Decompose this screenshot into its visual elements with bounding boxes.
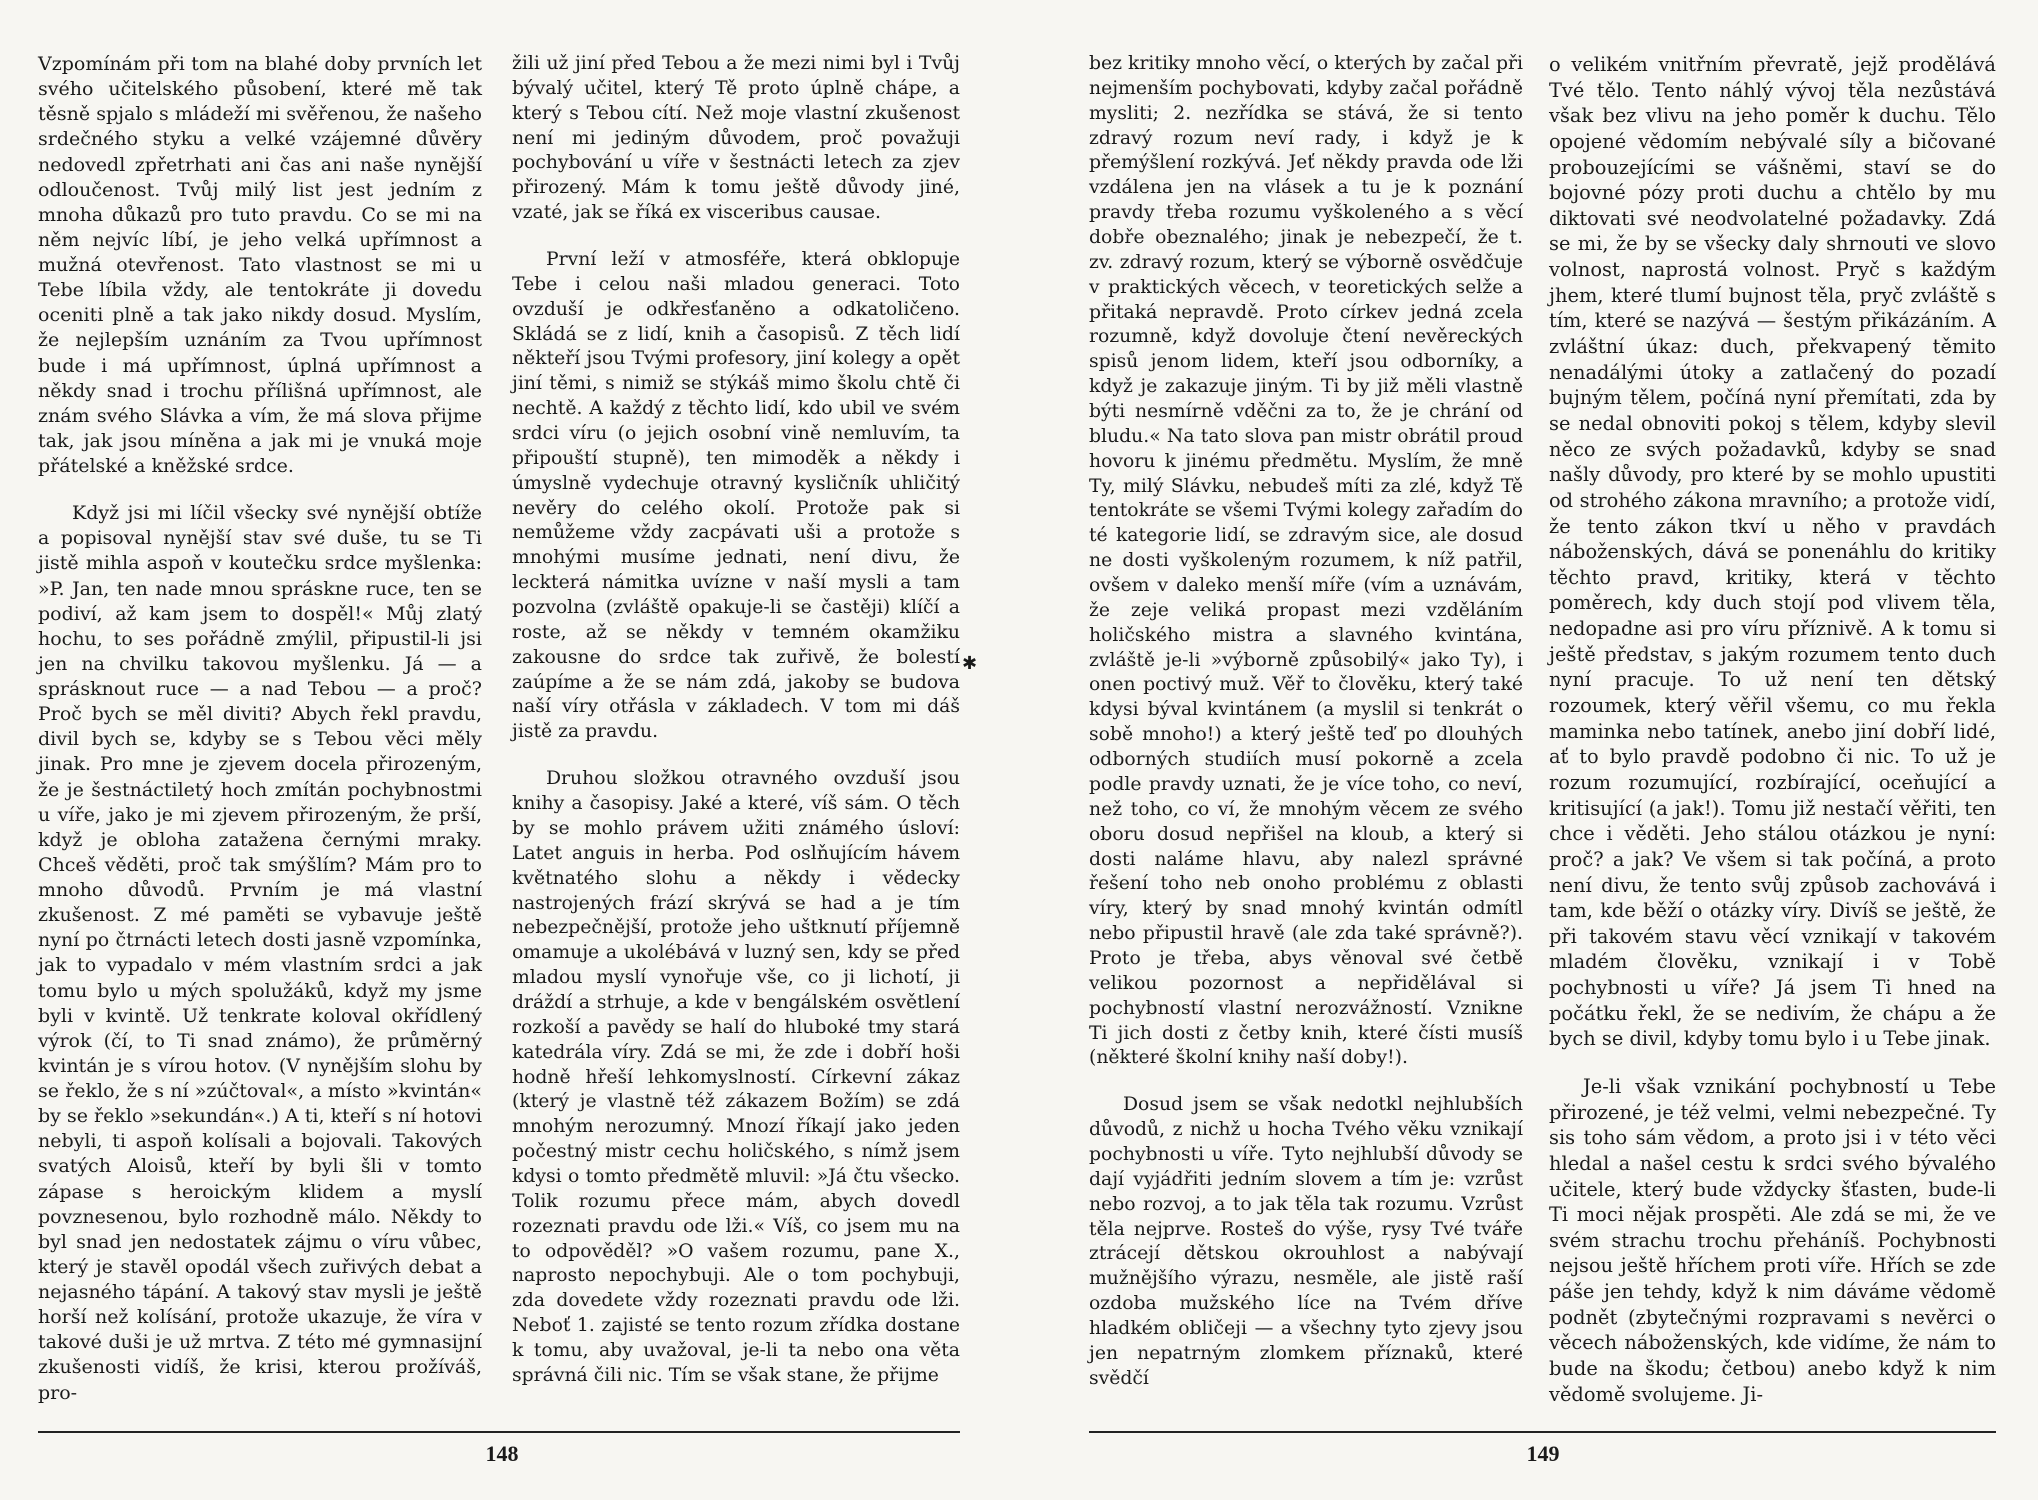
right-page xyxy=(1019,0,2038,1500)
ink-mark-icon: ✱ xyxy=(962,653,978,674)
left-column-1 xyxy=(38,52,482,1406)
paragraph: První leží v atmosféře, která obklopuje Tebe i celou naši mladou generaci. Toto ovzduší je odkřesťaněno a odkatoličeno. Skládá se z lidí, knih a časopisů. Z těch lidí někteří jsou Tvými profesory, jiní kolegy a opět jiní těmi, s nimiž se stýkáš mimo školu chtě či nechtě. A každý z těchto lidí, kdo ubil ve svém srdci víru (o jejich osobní vině nemluvím, ta připouští stupně), ten mimoděk a někdy i úmyslně vydechuje otravný kysličník uhličitý nevěry do celého okolí. Protože pak si nemůžeme vždy zacpávati uši a protože s mnohými musíme jednati, není divu, že leckterá námitka uvízne v naší mysli a tam pozvolna (zvláště opakuje-li se častěji) klíčí a roste, až se někdy v temném okamžiku zakousne do srdce tak zuřivě, že bolestí zaúpíme a že se nám zdá, jakoby se budova naší víry otřásla v základech. V tom mi dáš jistě za pravdu. xyxy=(512,249,960,743)
paragraph: o velikém vnitřním převratě, jejž prodělává Tvé tělo. Tento náhlý vývoj těla nezůstává však bez vlivu na jeho poměr k duchu. Tělo opojené vědomím nebývalé síly a bičované probouzejícími se vášněmi, staví se do bojovné pózy proti duchu a chtělo by mu diktovati své neodvolatelné požadavky. Zdá se mi, že by se všecky daly shrnouti ve slovo volnost, naprostá volnost. Pryč s každým jhem, které tlumí bujnost těla, pryč zvláště s tím, které se nazývá — šestým přikázáním. A zvláštní úkaz: duch, překvapený těmito nenadálými útoky a zatlačený do pozadí bujným tělem, počíná nyní přemítati, zda by se nedal obnoviti pokoj s tělem, kdyby slevil něco ze svých požadavků, kdyby se snad našly důvody, pro které by se mohlo upustiti od strohého zákona mravního; a protože vidí, že tento zákon tkví u něho v pravdách náboženských, dává se ponenáhlu do kritiky těchto pravd, kritiky, která v těchto poměrech, kdy duch stojí pod vlivem těla, nedopadne asi pro víru příznivě. A k tomu si ještě představ, s jakým rozumem tento duch nyní pracuje. To už není ten dětský rozoumek, který věřil všemu, co mu řekla maminka nebo tatínek, anebo jiní dobří lidé, ať to bylo pravdě podobno či nic. To už je rozum rozumující, rozbírající, oceňující a kritisující (a jak!). Tomu již nestačí věřiti, ten chce i věděti. Jeho stálou otázkou je nyní: proč? a jak? Ve všem si tak počíná, a proto není divu, že tento svůj způsob zachovává i tam, kde běží o otázky víry. Divíš se ještě, že při takovém stavu věcí vznikají v takovém mladém člověku, vznikají i v Tobě pochybnosti u víře? Já jsem Ti hned na počátku řekl, že se nedivím, že chápu a že bych se divil, kdyby tomu bylo i u Tebe jinak. xyxy=(1549,53,1996,1051)
footer-rule xyxy=(1089,1431,1996,1433)
paragraph: Dosud jsem se však nedotkl nejhlubších důvodů, z nichž u hocha Tvého věku vznikají pochybnosti u víře. Tyto nejhlubší důvody se dají vyjádřiti jedním slovem a tím je: vzrůst nebo rozvoj, a to jak těla tak rozumu. Vzrůst těla nejprve. Rosteš do výše, rysy Tvé tváře ztrácejí dětskou okrouhlost a nabývají mužnějšího výrazu, nesměle, ale jistě raší ozdoba mužského líce na Tvém dříve hladkém obličeji — a všechny tyto zjevy jsou jen nepatrným zlomkem příznaků, které svědčí xyxy=(1089,1094,1523,1389)
paragraph: Když jsi mi líčil všecky své nynější obtíže a popisoval nynější stav své duše, tu se Ti jistě mihla aspoň v koutečku srdce myšlenka: »P. Jan, ten nade mnou spráskne ruce, ten se podiví, až kam jsem to dospěl!« Můj zlatý hochu, to ses pořádně zmýlil, připustil-li jsi jen na chvilku takovou myšlenku. Já — a sprásknout ruce — a nad Tebou — a proč? Proč bych se měl diviti? Abych řekl pravdu, divil bych se, kdyby se s Tebou věci měly jinak. Pro mne je zjevem docela přirozeným, že je šestnáctiletý hoch zmítán pochybnostmi u víře, jako je mi zjevem přirozeným, že prší, když je obloha zatažena černými mraky. Chceš věděti, proč tak smýšlím? Mám pro to mnoho důvodů. Prvním je má vlastní zkušenost. Z mé paměti se vybavuje ještě nyní po čtrnácti letech dosti jasně vzpomínka, jak to vypadalo v mém vlastním srdci a jak tomu bylo u mých spolužáků, když my jsme byli v kvintě. Už tenkrate koloval okřídlený výrok (čí, to Ti snad známo), že průměrný kvintán je s vírou hotov. (V nynějším slohu by se řeklo, že s ní »zúčtoval«, a místo »kvintán« by se řeklo »sekundán«.) A ti, kteří s ní hotovi nebyli, ti aspoň kolísali a bojovali. Takových svatých Aloisů, kteří by byli šli v tomto zápase s heroickým klidem a myslí povznesenou, bylo rozhodně málo. Někdy to byl snad jen nedostatek zájmu o víru vůbec, který je stavěl opodál všech zuřivých debat a nejasného tápání. A takový stav mysli je ještě horší než kolísání, protože ukazuje, že víra v takové duši je už mrtva. Z této mé gymnasijní zkušenosti vidíš, že krisi, kterou prožíváš, pro- xyxy=(38,502,482,1404)
right-column-1 xyxy=(1089,52,1523,1392)
left-column-2 xyxy=(512,52,960,1389)
paragraph: žili už jiní před Tebou a že mezi nimi byl i Tvůj bývalý učitel, který Tě proto úplně chápe, a který s Tebou cítí. Než moje vlastní zkušenost není mi jediným důvodem, proč považuji pochybování u víře v šestnácti letech za zjev přirozený. Mám k tomu ještě důvody jiné, vzaté, jak se říká ex visceribus causae. xyxy=(512,53,960,224)
footer-rule xyxy=(38,1431,960,1433)
paragraph: Je-li však vznikání pochybností u Tebe přirozené, je též velmi, velmi nebezpečné. Ty sis toho sám vědom, a proto jsi i v této věci hledal a našel cestu k srdci svého bývalého učitele, který bude vždycky šťasten, bude-li Ti moci nějak prospěti. Ale zdá se mi, že ve svém strachu trochu přeháníš. Pochybnosti nejsou ještě hříchem proti víře. Hřích se zde páše jen tehdy, když k nim dáváme vědomě podnět (zbytečnými rozpravami s nevěrci o věcech náboženských, kde vidíme, že nám to bude na škodu; četbou) anebo když k nim vědomě svolujeme. Ji- xyxy=(1549,1074,1996,1406)
page-number: 149 xyxy=(1526,1441,1560,1466)
paragraph: Druhou složkou otravného ovzduší jsou knihy a časopisy. Jaké a které, víš sám. O těch by se mohlo právem užiti známého úsloví: Latet anguis in herba. Pod oslňujícím hávem květnatého slohu a někdy i vědecky nastrojených frází skrývá se had a je tím nebezpečnější, protože jeho uštknutí příjemně omamuje a ukolébává v luzný sen, kdy se před mladou myslí vynořuje vše, co ji lichotí, ji dráždí a strhuje, a kde v bengálském osvětlení rozkoší a pavědy se halí do hluboké tmy stará katedrála víry. Zdá se mi, že zde i dobří hoši hodně hřeší lehkomyslností. Církevní zákaz (který je vlastně též zákazem Božím) se zdá mnohým nerozumný. Mnozí říkají jako jeden počestný mistr cechu holičského, s nímž jsem kdysi o tomto předmětě mluvil: »Já čtu všecko. Tolik rozumu přece mám, abych dovedl rozeznati pravdu ode lži.« Víš, co jsem mu na to odpověděl? »O vašem rozumu, pane X., naprosto nepochybuji. Ale o tom pochybuji, zda dovedete vždy rozeznati pravdu ode lži. Neboť 1. zajisté se tento rozum zřídka dostane k tomu, aby uvažoval, je-li ta nebo ona věta správná čili nic. Tím se však stane, že přijme xyxy=(512,768,960,1386)
paragraph: bez kritiky mnoho věcí, o kterých by začal při nejmenším pochybovati, kdyby začal pořádně mysliti; 2. nezřídka se stává, že si tento zdravý rozum neví rady, i když je k přemýšlení rozkývá. Jeť někdy pravda ode lži vzdálena jen na vlásek a tu je k poznání pravdy třeba rozumu vyškoleného a s věcí dobře obeznalého; jinak je nebezpečí, že t. zv. zdravý rozum, který se výborně osvědčuje v praktických věcech, v teoretických selže a přitaká nepravdě. Proto církev jedná zcela rozumně, když dovoluje čtení nevěreckých spisů jenom lidem, kteří jsou odborníky, a když je zakazuje jiným. Ti by již měli vlastně býti nesmírně vděčni za to, že je chrání od bludu.« Na tato slova pan mistr obrátil proud hovoru k jinému předmětu. Myslím, že mně Ty, milý Slávku, nebudeš míti za zlé, když Tě tentokráte se všemi Tvými kolegy zařadím do té kategorie lidí, se zdravým sice, ale dosud ne dosti vyškoleným rozumem, k níž patřil, ovšem v daleko menší míře (vím a uznávám, že zeje veliká propast mezi vzděláním holičského mistra a slavného kvintána, zvláště je-li »výborně způsobilý« jako Ty), i onen poctivý muž. Věř to člověku, který také kdysi býval kvintánem (a myslil si tenkrát o sobě mnoho!) a který ještě teď po dlouhých odborných studiích musí pokorně a zcela podle pravdy uznati, že je více toho, co neví, než toho, co ví, že mnohým věcem ze svého oboru dosud nepřišel na kloub, a který si dosti naláme hlavu, aby nalezl správné řešení toho neb onoho problému z oblasti víry, který by snad mnohý kvintán odmítl nebo připustil hravě (ale zda také správně?). Proto je třeba, abys věnoval své četbě velikou pozornost a nepřidělával si pochybností vlastní nerozvážností. Vznikne Ti jich dosti z četby knih, které čísti musíš (některé školní knihy naší doby!). xyxy=(1089,53,1523,1069)
paragraph: Vzpomínám při tom na blahé doby prvních let svého učitelského působení, které mě tak těsně spjalo s mládeží mi svěřenou, že našeho srdečného styku a velké vzájemné důvěry nedovedl zpřetrhati ani čas ani naše nynější odloučenost. Tvůj milý list jest jedním z mnoha důkazů pro tuto pravdu. Co se mi na něm nejvíc líbí, je jeho velká upřímnost a mužná otevřenost. Tato vlastnost se mi u Tebe líbila vždy, ale tentokráte ji dovedu oceniti plně a tak jako nikdy dosud. Myslím, že nejlepším uznáním za Tvou upřímnost bude i má upřímnost, úplná upřímnost a někdy snad i trochu přílišná upřímnost, ale znám svého Slávka a vím, že má slova přijme tak, jak jsou míněna a jak mi je vnuká moje přátelské a kněžské srdce. xyxy=(38,53,482,477)
page-number: 148 xyxy=(485,1441,519,1466)
right-column-2 xyxy=(1549,52,1996,1407)
